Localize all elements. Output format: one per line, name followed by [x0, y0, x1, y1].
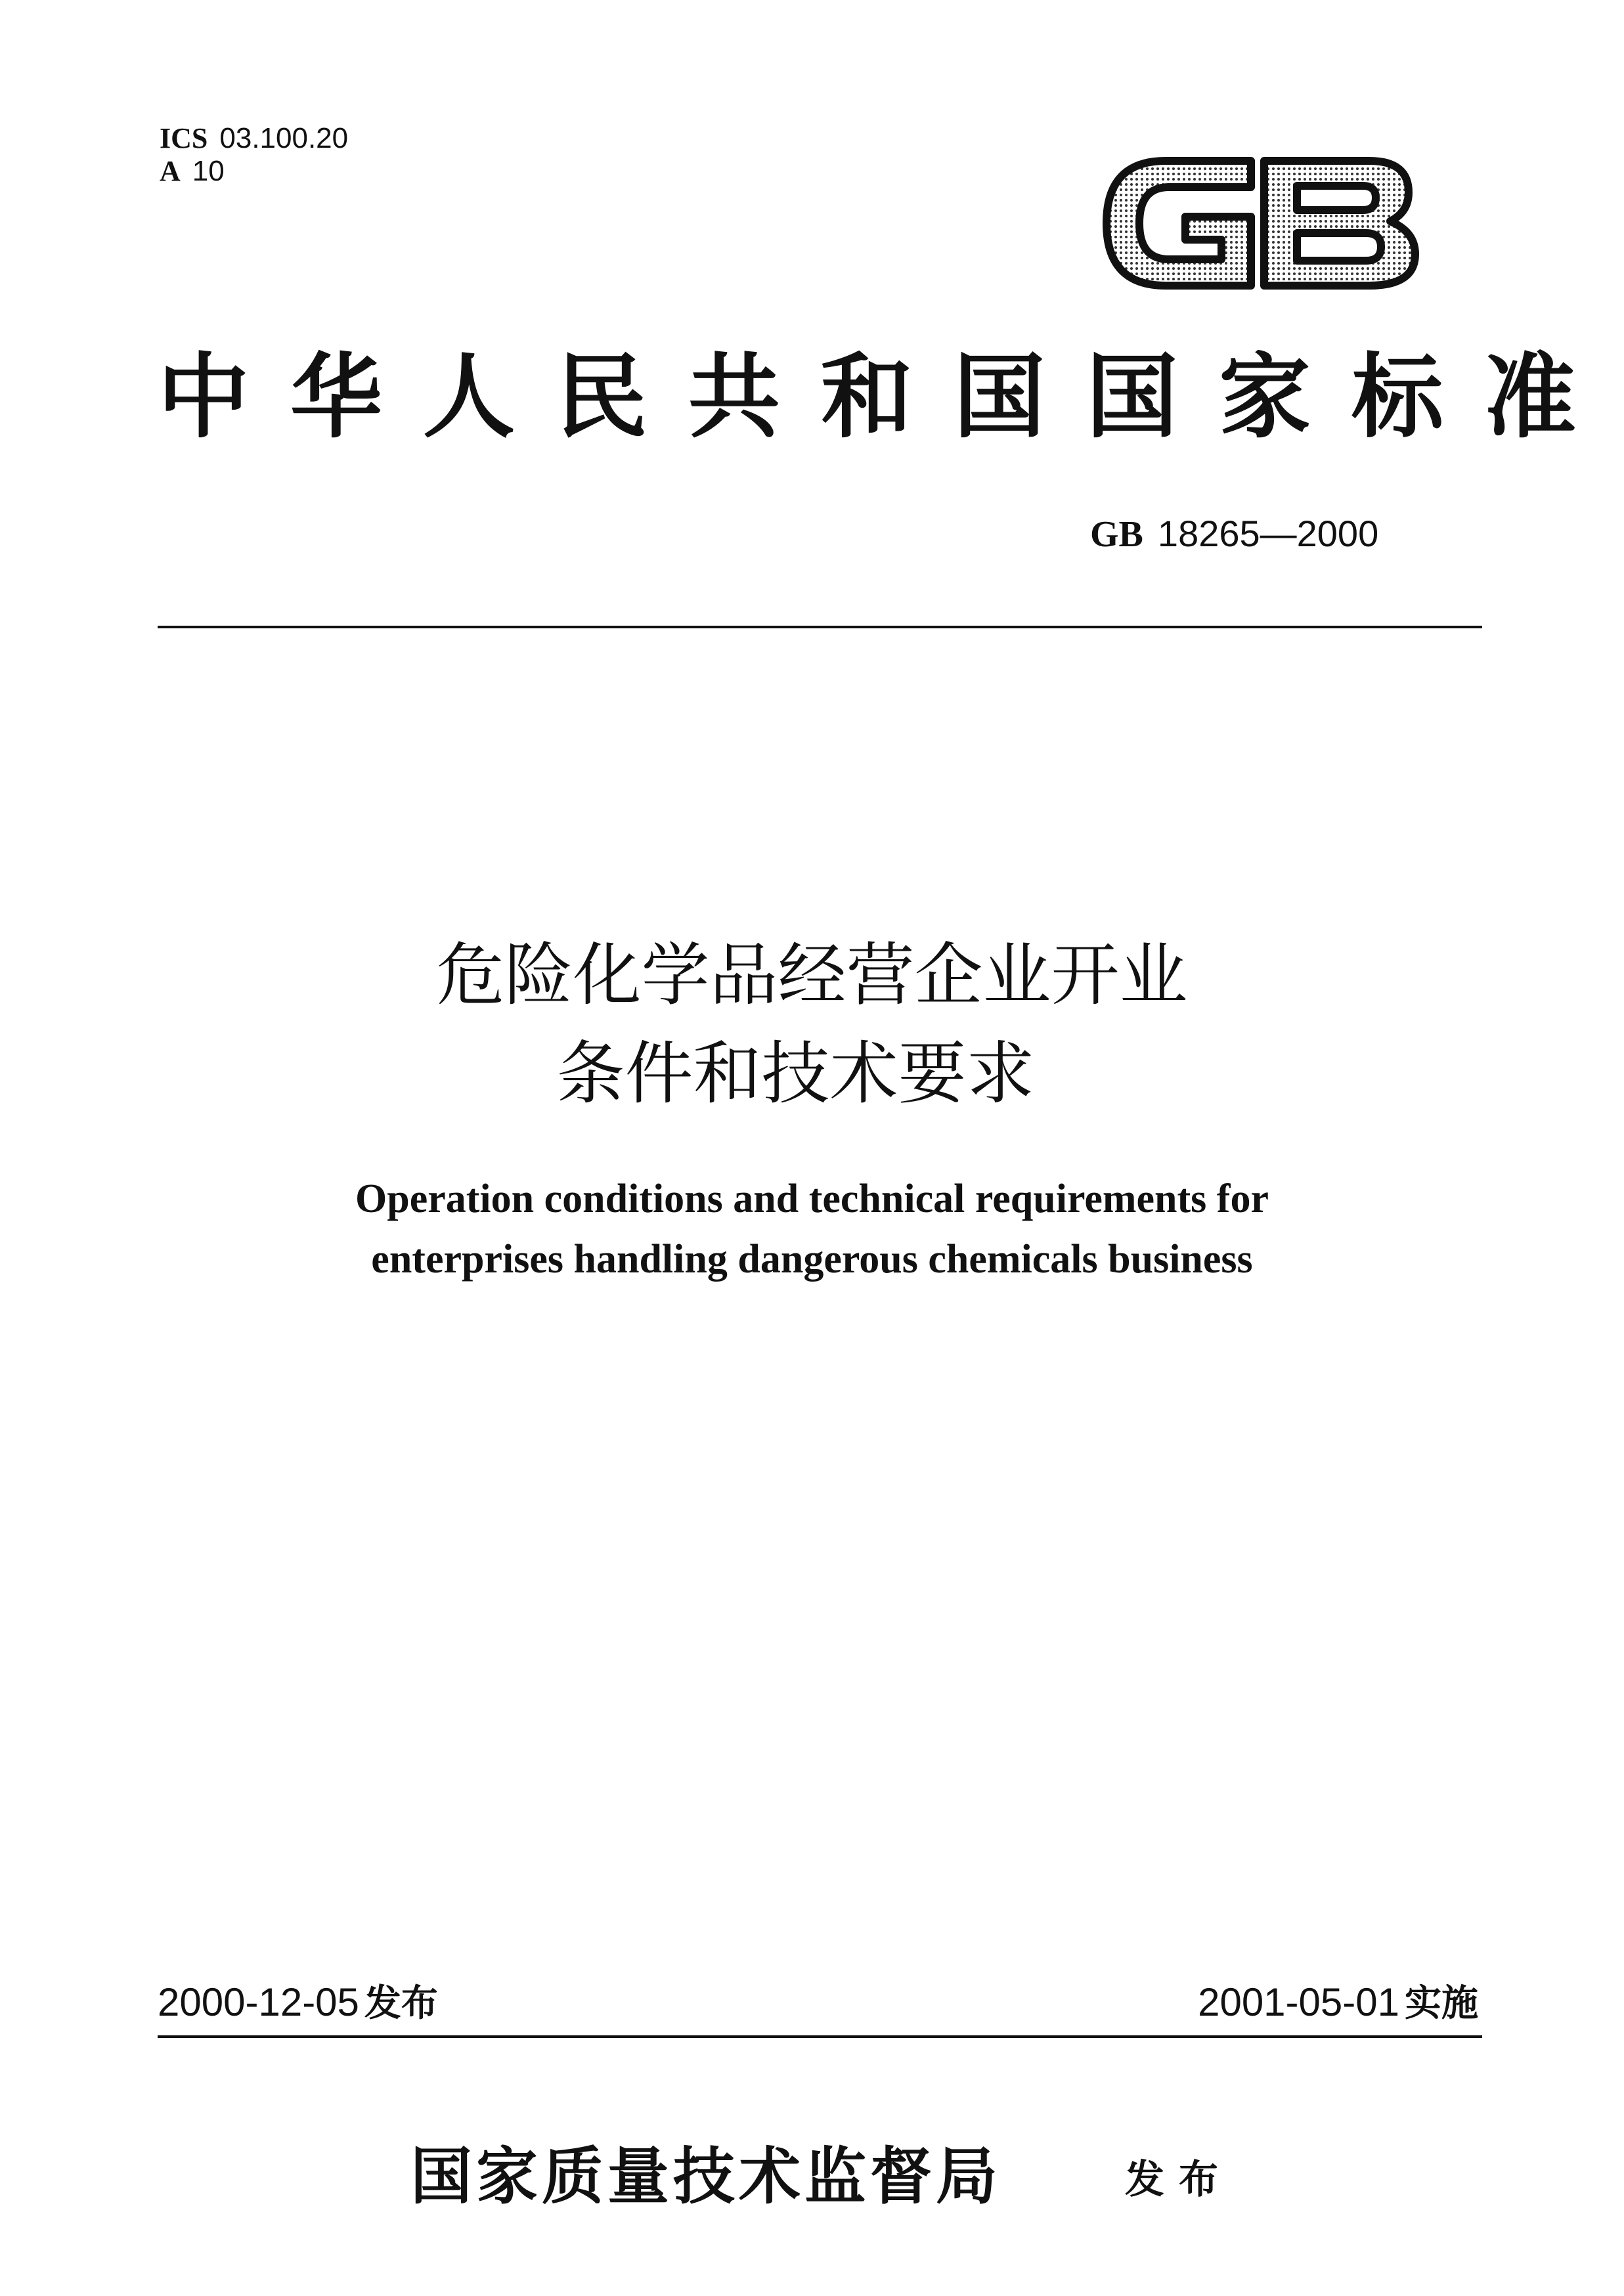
- gb-logo-g: [1107, 161, 1251, 286]
- bottom-divider: [158, 2035, 1482, 2038]
- effective-date-label: 实施: [1405, 1982, 1478, 2025]
- english-title-line-1: Operation conditions and technical requirements for: [355, 1177, 1269, 1221]
- effective-date: [1198, 1976, 1478, 2030]
- english-title-line-2: enterprises handling dangerous chemicals business: [371, 1237, 1253, 1282]
- chinese-title-line-1: 危险化学品经营企业开业: [436, 935, 1188, 1015]
- standard-number-value: 18265—2000: [1157, 513, 1379, 554]
- ics-line: [160, 122, 348, 155]
- issue-date: [158, 1976, 438, 2030]
- issuing-authority-suffix: 发布: [1125, 2157, 1233, 2203]
- issuing-authority: 国家质量技术监督局: [410, 2140, 1002, 2213]
- ccs-line: [160, 155, 348, 188]
- ccs-code: 10: [192, 155, 225, 187]
- top-divider: [158, 626, 1482, 628]
- classification-block: [160, 122, 348, 188]
- ics-label: ICS: [160, 122, 208, 154]
- standard-prefix: GB: [1090, 514, 1143, 555]
- ccs-label: A: [160, 155, 181, 187]
- gb-logo-b: [1264, 161, 1415, 286]
- standard-type-title: 中华人民共和国国家标准: [158, 343, 1617, 451]
- ics-code: 03.100.20: [219, 122, 349, 154]
- gb-logo: [1087, 135, 1428, 312]
- issue-date-value: 2000-12-05: [158, 1980, 359, 2024]
- issue-date-label: 发布: [364, 1982, 438, 2025]
- chinese-title-line-2: 条件和技术要求: [556, 1033, 1035, 1114]
- standard-number: [1090, 511, 1378, 557]
- effective-date-value: 2001-05-01: [1198, 1980, 1399, 2024]
